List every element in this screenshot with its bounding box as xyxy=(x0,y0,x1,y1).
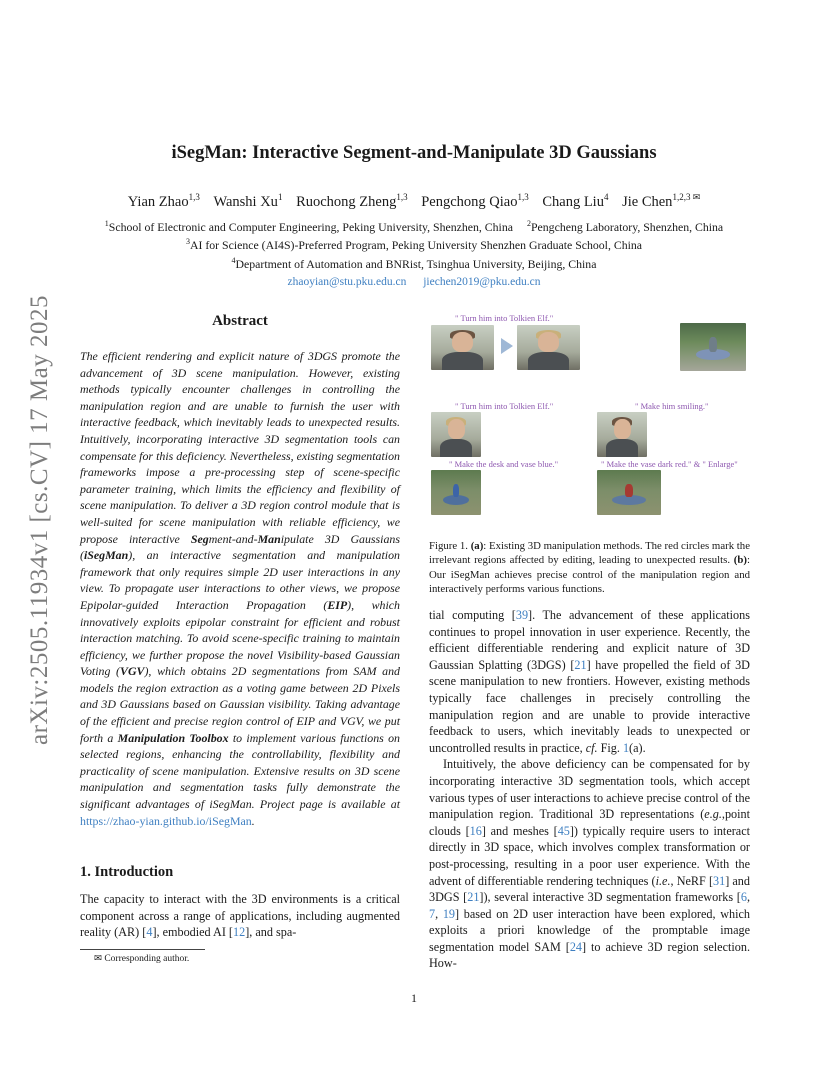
email-list xyxy=(0,276,828,288)
right-column-text xyxy=(429,607,750,972)
citation-link[interactable]: 45 xyxy=(557,823,570,838)
figure-result-scene xyxy=(431,470,481,515)
affiliation-line: $^1$School of Electronic and Computer Engineering, Peking University, Shenzhen, China $^2$Pengcheng Laboratory, Shenzhen, China xyxy=(104,219,724,234)
figure-result-portrait xyxy=(597,412,647,457)
figure-edited-portrait xyxy=(517,325,580,370)
section-heading-introduction: 1. Introduction xyxy=(80,864,174,880)
figure-scene-image xyxy=(680,323,746,371)
citation-link[interactable]: 21 xyxy=(574,657,587,672)
author: Wanshi Xu$^1$ xyxy=(213,192,283,210)
citation-link[interactable]: 4 xyxy=(146,925,153,940)
citation-link[interactable]: 39 xyxy=(515,608,529,622)
citation-link[interactable]: 24 xyxy=(569,939,583,954)
figure-prompt-label: " Turn him into Tolkien Elf." xyxy=(455,313,554,323)
project-page-link[interactable]: https://zhao-yian.github.io/iSegMan xyxy=(80,813,252,828)
citation-link[interactable]: 31 xyxy=(713,873,726,888)
figure-prompt-label: " Make the desk and vase blue." xyxy=(449,459,559,469)
affiliation-line: $^4$Department of Automation and BNRist, Tsinghua University, Beijing, China xyxy=(231,256,597,271)
author: Yian Zhao$^{1,3}$ xyxy=(127,192,200,210)
figure-result-scene xyxy=(597,470,661,515)
figure-result-portrait xyxy=(431,412,481,457)
author-list xyxy=(0,192,828,211)
figure-prompt-label: " Turn him into Tolkien Elf." xyxy=(455,401,554,411)
introduction-paragraph: The capacity to interact with the 3D environments is a critical component across a range of applications, including augmented reality (AR) [4], embodied AI [12], and spa- xyxy=(80,892,400,940)
citation-link[interactable]: 7 xyxy=(429,906,436,921)
body-paragraph: tial computing [39]. The advancement of these applications continues to propel innovation in user experience. Recently, the efficient differentiable rendering and explicit nature of 3D Gaussian Splatting (3DGS) [21] have propelled the field of 3D scene manipulation to new frontiers. However, existing methods typically face challenges in precisely controlling the manipulation region and are unable to provide interactive feedback to users, which inevitably leads to unexpected or uncontrolled results in practice, cf. Fig. 1(a). xyxy=(429,608,750,755)
author: Chang Liu$^4$ xyxy=(542,192,609,210)
figure-caption: Figure 1. (a): Existing 3D manipulation methods. The red circles mark the irrelevant regions affected by editing, leading to unexpected results. (b): Our iSegMan achieves precise control of the manipulation region and interactively performs various functions. xyxy=(429,540,750,596)
footnote-rule xyxy=(80,949,205,950)
author: Jie Chen$^{1,2,3 ✉}$ xyxy=(622,192,701,210)
arxiv-identifier-text: arXiv:2505.11934v1 [cs.CV] 17 May 2025 xyxy=(26,295,54,745)
body-paragraph: Intuitively, the above deficiency can be compensated for by incorporating interactive 3D segmentation tools, which accept various types of user interactions to achieve precise control of the manipulation region. Traditional 3D representations (e.g.,point clouds [16] and meshes [45]) typically require users to interact directly in 3D space, which involves complex transformation or post-processing, resulting in a poor user experience. With the advent of differentiable rendering techniques (i.e., NeRF [31] and 3DGS [21]), several interactive 3D segmentation frameworks [6, 7, 19] based on 2D user interaction have been explored, which exploits a priori knowledge of the promptable image segmentation model SAM [24] to achieve 3D region selection. How- xyxy=(429,757,750,971)
citation-link[interactable]: 12 xyxy=(233,925,246,940)
footnote: ✉ Corresponding author. xyxy=(94,954,190,964)
figure-prompt-label: " Make him smiling." xyxy=(635,401,709,411)
arxiv-identifier-stamp xyxy=(20,280,60,760)
arrow-right-icon xyxy=(501,338,513,354)
page-number: 1 xyxy=(411,991,417,1005)
email-link[interactable]: zhaoyian@stu.pku.edu.cn xyxy=(287,276,407,288)
abstract-heading: Abstract xyxy=(212,313,268,329)
paper-title: iSegMan: Interactive Segment-and-Manipulate 3D Gaussians xyxy=(171,143,657,163)
author: Ruochong Zheng$^{1,3}$ xyxy=(296,192,408,210)
figure-input-portrait xyxy=(431,325,494,370)
author: Pengchong Qiao$^{1,3}$ xyxy=(421,192,529,210)
figure-reference-link[interactable]: 1 xyxy=(622,740,630,755)
figure-prompt-label: " Make the vase dark red." & " Enlarge" xyxy=(601,459,738,469)
affiliation-line: $^3$AI for Science (AI4S)-Preferred Program, Peking University Shenzhen Graduate School, China xyxy=(185,237,643,252)
citation-link[interactable]: 21 xyxy=(467,890,480,905)
email-link[interactable]: jiechen2019@pku.edu.cn xyxy=(423,276,541,288)
citation-link[interactable]: 19 xyxy=(442,906,456,921)
citation-link[interactable]: 16 xyxy=(469,823,482,838)
abstract-body: The efficient rendering and explicit nature of 3DGS promote the advancement of 3D scene manipulation. However, existing methods typically encounter challenges in controlling the manipulation region and are unable to furnish the user with interactive feedback, which inevitably leads to unexpected results. Intuitively, incorporating interactive 3D segmentation tools can compensate for this deficiency. Nevertheless, existing segmentation frameworks impose a pre-processing step of scene-specific parameter training, which limits the efficiency and flexibility of scene manipulation. To deliver a 3D region control module that is well-suited for scene manipulation with reliable efficiency, we propose interactive Segment-and-Manipulate 3D Gaussians (iSegMan), an interactive segmentation and manipulation framework that only requires simple 2D user interactions in any view. To propagate user interactions to other views, we propose Epipolar-guided Interaction Propagation (EIP), which innovatively exploits epipolar constraint for efficient and robust interaction matching. To avoid scene-specific training to maintain efficiency, we further propose the novel Visibility-based Gaussian Voting (VGV), which obtains 2D segmentations from SAM and models the region extraction as a voting game between 2D Pixels and 3D Gaussians based on Gaussian visibility. Taking advantage of the efficient and precise region control of EIP and VGV, we put forth a Manipulation Toolbox to implement various functions on selected regions, enhancing the controllability, flexibility and practicality of scene manipulation. Extensive results on 3D scene manipulation and segmentation tasks fully demonstrate the significant advantages of iSegMan. Project page is available at https://zhao-yian.github.io/iSegMan. xyxy=(80,349,401,828)
citation-link[interactable]: 6 xyxy=(740,890,747,905)
